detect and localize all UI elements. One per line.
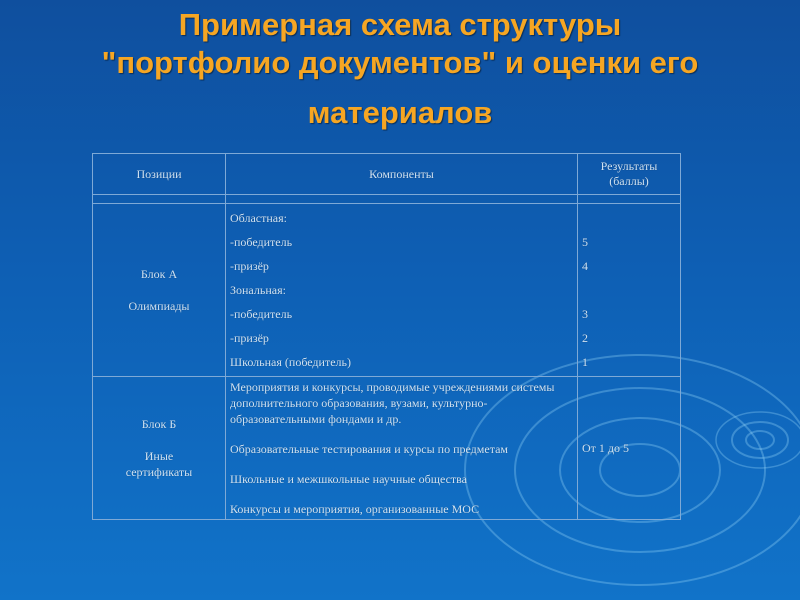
block-b-component: Мероприятия и конкурсы, проводимые учреждениями системы дополнительного образования, вузами, культурно-образовательными фондами и др.	[230, 380, 555, 426]
block-b-component: Образовательные тестирования и курсы по предметам	[230, 442, 509, 456]
header-results	[578, 154, 681, 195]
block-a-component: Зональная:	[230, 283, 286, 297]
block-a-component: -победитель	[230, 235, 293, 249]
block-a-score	[582, 278, 676, 302]
block-a-component: -призёр	[230, 259, 269, 273]
block-a-component: -призёр	[230, 331, 269, 345]
block-b-category-line2: сертификаты	[125, 465, 193, 479]
block-b-component: Школьные и межшкольные научные общества	[230, 472, 468, 486]
block-b-component: Конкурсы и мероприятия, организованные МОС	[230, 502, 480, 516]
block-a-scores	[578, 204, 681, 377]
block-a-score: 3	[582, 307, 588, 321]
header-components: Компоненты	[226, 154, 578, 195]
title-line-1: Примерная схема структуры	[178, 7, 622, 42]
block-a-score: 4	[582, 259, 588, 273]
title-line-2: "портфолио документов" и оценки его	[101, 45, 699, 80]
title-line-3: материалов	[307, 95, 493, 130]
header-positions: Позиции	[93, 154, 226, 195]
block-b-components	[226, 377, 578, 520]
block-a-score: 1	[582, 355, 588, 369]
block-a-row	[93, 204, 681, 377]
block-a-name: Блок А	[140, 267, 178, 281]
separator-row	[93, 195, 681, 204]
header-row	[93, 154, 681, 195]
header-results-line2: (баллы)	[609, 174, 649, 188]
header-results-line1: Результаты	[600, 159, 658, 173]
block-b-row	[93, 377, 681, 520]
block-b-name: Блок Б	[141, 417, 177, 431]
block-a-component: -победитель	[230, 307, 293, 321]
block-a-score	[582, 206, 676, 230]
block-a-components	[226, 204, 578, 377]
block-b-position	[93, 377, 226, 520]
block-a-category: Олимпиады	[128, 299, 190, 313]
block-a-score: 2	[582, 331, 588, 345]
block-a-score: 5	[582, 235, 588, 249]
portfolio-structure-table	[92, 153, 681, 520]
block-a-component: Областная:	[230, 211, 287, 225]
block-a-component: Школьная (победитель)	[230, 355, 351, 369]
block-b-category-line1: Иные	[144, 449, 174, 463]
slide-title	[0, 6, 800, 132]
block-b-score: От 1 до 5	[578, 377, 681, 520]
block-a-position	[93, 204, 226, 377]
